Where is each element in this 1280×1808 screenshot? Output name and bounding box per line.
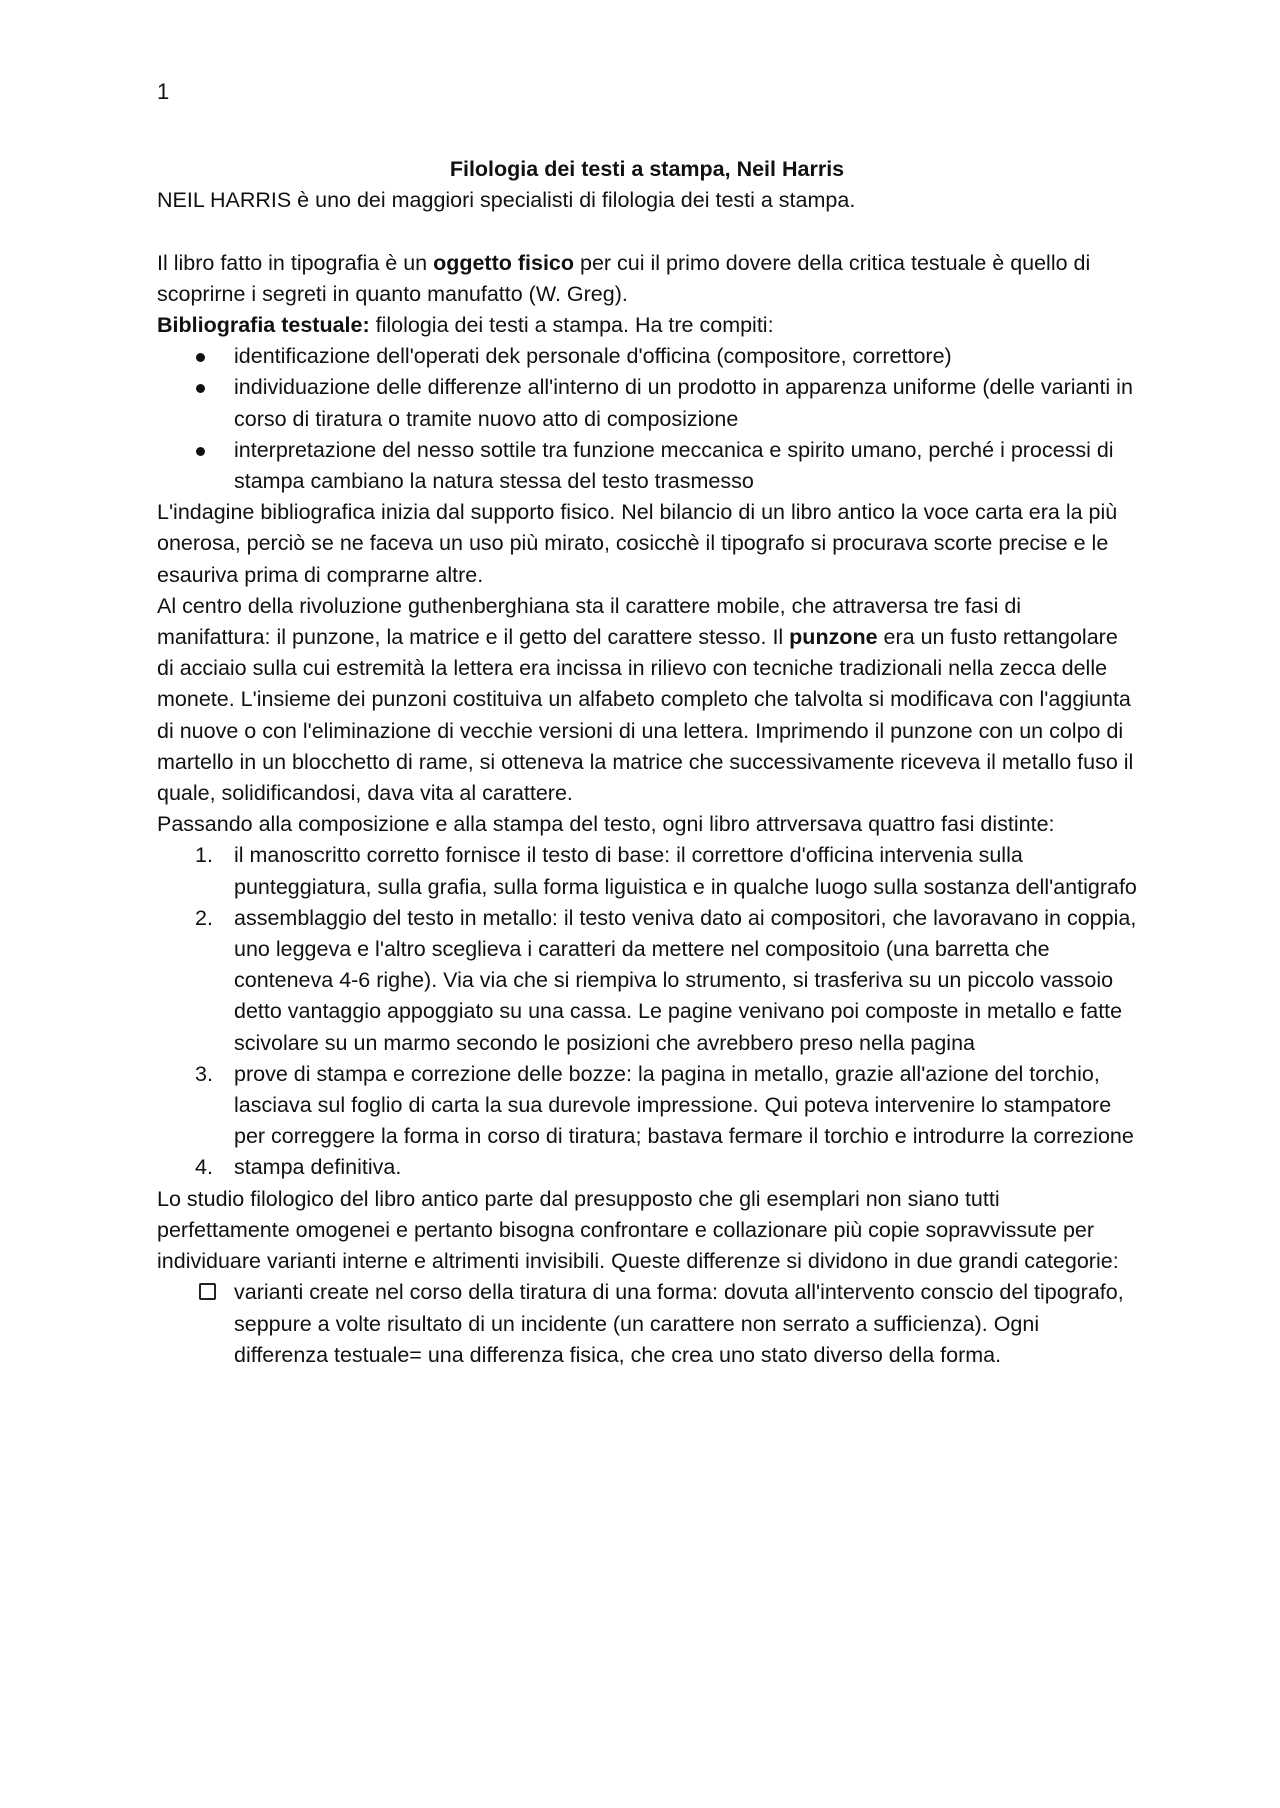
paragraph-text: filologia dei testi a stampa. Ha tre compiti: — [369, 313, 774, 337]
item-number: 3. — [195, 1061, 213, 1086]
bold-term: punzone — [789, 625, 878, 650]
paragraph-composizione: Passando alla composizione e alla stampa del testo, ogni libro attrversava quattro fasi distinte: — [157, 812, 1055, 837]
item-number: 4. — [195, 1155, 213, 1180]
item-number: 1. — [195, 843, 213, 868]
bullet-item — [157, 372, 1137, 434]
paragraph-physical-object — [157, 248, 1137, 310]
numbered-item — [157, 903, 1137, 1059]
item-text: prove di stampa e correzione delle bozze: la pagina in metallo, grazie all'azione del torchio, lasciava sul foglio di carta la sua durevole impressione. Qui poteva intervenire lo stampatore per correggere la forma in corso di tiratura; bastava fermare il torchio e introdurre la correzione — [234, 1061, 1134, 1149]
numbered-item — [157, 1152, 1137, 1183]
document-title: Filologia dei testi a stampa, Neil Harris — [449, 157, 845, 181]
item-number: 2. — [195, 905, 213, 930]
page-number: 1 — [157, 79, 170, 104]
paragraph-text: Al centro della rivoluzione guthenberghiana sta il carattere mobile, che attraversa tre fasi di manifattura: il punzone, la matrice e il getto del carattere stesso. Il — [157, 593, 1022, 650]
bullet-icon — [196, 384, 205, 393]
paragraph-text: era un fusto rettangolare di acciaio sulla cui estremità la lettera era incissa in rilievo con tecniche tradizionali nella zecca delle monete. L'insieme dei punzoni costituiva un alfabeto completo che talvolta si modificava con l'aggiunta di nuove o con l'eliminazione di vecchie versioni di una lettera. Imprimendo il punzone con un colpo di martello in un blocchetto di rame, si otteneva la matrice che successivamente riceveva il metallo fuso il quale, solidificandosi, dava vita al carattere. — [157, 625, 1134, 806]
bold-term: Bibliografia testuale: — [157, 313, 370, 337]
blank-line — [157, 216, 1137, 247]
checklist-item — [157, 1277, 1137, 1371]
paragraph-text: Il libro fatto in tipografia è un — [157, 250, 434, 275]
checkbox-icon — [199, 1283, 216, 1300]
bold-term: oggetto fisico — [433, 250, 575, 275]
bullet-icon — [196, 447, 205, 456]
tasks-bullet-list — [157, 341, 1137, 497]
paragraph-supporto-fisico: L'indagine bibliografica inizia dal supporto fisico. Nel bilancio di un libro antico la voce carta era la più onerosa, perciò se ne faceva un uso più mirato, cosicchè il tipografo si procurava scorte precise e le esauriva prima di comprarne altre. — [157, 500, 1118, 587]
categories-checkbox-list — [157, 1277, 1137, 1371]
item-text: il manoscritto corretto fornisce il testo di base: il correttore d'officina intervenia sulla punteggiatura, sulla grafia, sulla forma liguistica e in qualche luogo sulla sostanza dell'antigrafo — [234, 843, 1137, 899]
numbered-item — [157, 840, 1137, 902]
bullet-item — [157, 435, 1137, 497]
numbered-item — [157, 1059, 1137, 1153]
bullet-icon — [196, 353, 205, 362]
bullet-text: identificazione dell'operati dek personale d'officina (compositore, correttore) — [234, 344, 952, 369]
phases-numbered-list — [157, 840, 1137, 1183]
intro-paragraph: NEIL HARRIS è uno dei maggiori specialisti di filologia dei testi a stampa. — [157, 188, 856, 213]
paragraph-text: per cui il primo dovere della critica testuale è quello di scoprirne i segreti in quanto manufatto (W. Greg). — [157, 250, 1091, 306]
checklist-text: varianti create nel corso della tiratura di una forma: dovuta all'intervento conscio del tipografo, seppure a volte risultato di un incidente (un carattere non serrato a sufficienza). Ogni differenza testuale= una differenza fisica, che crea uno stato diverso della forma. — [234, 1280, 1124, 1367]
paragraph-bibliografia — [157, 310, 1137, 341]
item-text: stampa definitiva. — [234, 1155, 402, 1180]
bullet-text: interpretazione del nesso sottile tra funzione meccanica e spirito umano, perché i processi di stampa cambiano la natura stessa del testo trasmesso — [234, 437, 1114, 494]
document-body — [157, 154, 1137, 1371]
paragraph-studio-filologico: Lo studio filologico del libro antico parte dal presupposto che gli esemplari non siano tutti perfettamente omogenei e pertanto bisogna confrontare e collazionare più copie sopravvissute per individuare varianti interne e altrimenti invisibili. Queste differenze si dividono in due grandi categorie: — [157, 1186, 1119, 1274]
paragraph-carattere-mobile — [157, 591, 1137, 809]
item-text: assemblaggio del testo in metallo: il testo veniva dato ai compositori, che lavoravano in coppia, uno leggeva e l'altro sceglieva i caratteri da mettere nel compositoio (una barretta che conteneva 4-6 righe). Via via che si riempiva lo strumento, si trasferiva su un piccolo vassoio detto vantaggio appoggiato su una cassa. Le pagine venivano poi composte in metallo e fatte scivolare su un marmo secondo le posizioni che avrebbero preso nella pagina — [234, 905, 1137, 1055]
bullet-item — [157, 341, 1137, 372]
bullet-text: individuazione delle differenze all'interno di un prodotto in apparenza uniforme (delle varianti in corso di tiratura o tramite nuovo atto di composizione — [234, 375, 1133, 431]
